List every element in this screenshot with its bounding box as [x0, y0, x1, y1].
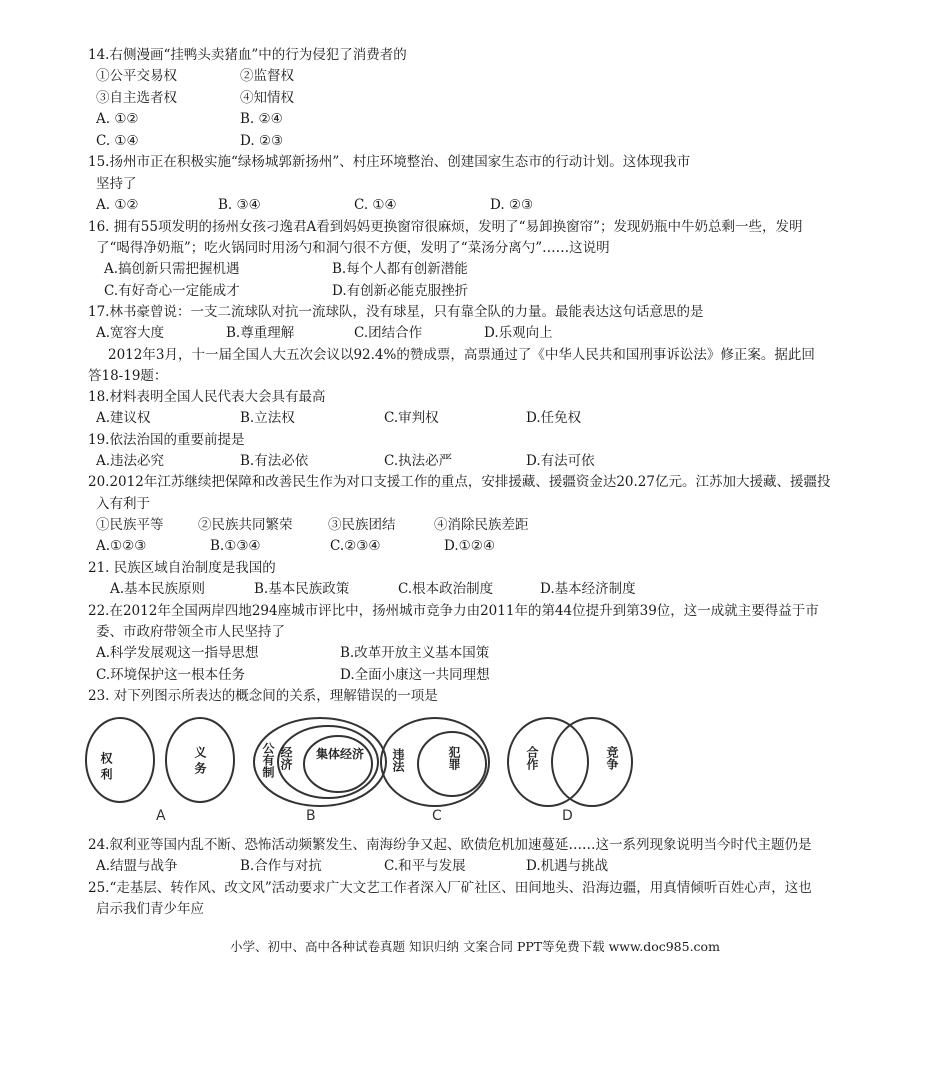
q14-item-3: ③自主选者权: [96, 90, 177, 106]
diagram-a-right-label: 义务: [193, 746, 207, 778]
diagram-letter-c: C: [432, 808, 442, 824]
q23-concept-diagram: [80, 712, 650, 824]
q17-option-c: C.团结合作: [354, 325, 423, 341]
q14-stem: 14.右侧漫画“挂鸭头卖猪血”中的行为侵犯了消费者的: [88, 47, 407, 63]
q20-item-4: ④消除民族差距: [434, 517, 529, 533]
q16-option-b: B.每个人都有创新潜能: [332, 261, 468, 277]
q20-option-a: A.①②③: [96, 538, 147, 554]
q17-option-d: D.乐观向上: [484, 325, 553, 341]
q20-stem-line1: 20.2012年江苏继续把保障和改善民生作为对口支援工作的重点，安排援藏、援疆资金达20.27亿元。江苏加大援藏、援疆投: [88, 474, 831, 490]
diagram-d-left-label: 合作: [525, 746, 539, 770]
q21-option-d: D.基本经济制度: [540, 581, 636, 597]
q15-stem-line1: 15.扬州市正在积极实施“绿杨城郭新扬州”、村庄环境整治、创建国家生态市的行动计划。这体现我市: [88, 154, 691, 170]
diagram-d-left-circle: [508, 718, 588, 806]
q18-stem: 18.材料表明全国人民代表大会具有最高: [88, 389, 326, 405]
q14-item-2: ②监督权: [240, 68, 294, 84]
q15-option-d: D. ②③: [490, 197, 534, 213]
q20-item-1: ①民族平等: [96, 517, 164, 533]
diagram-b-middle-label: 经济: [279, 746, 293, 770]
diagram-d-right-label: 竞争: [605, 746, 619, 770]
diagram-letter-a: A: [156, 808, 166, 824]
q16-option-c: C.有好奇心一定能成才: [104, 283, 240, 299]
q18-option-a: A.建议权: [96, 410, 151, 426]
q23-stem: 23. 对下列图示所表达的概念间的关系，理解错误的一项是: [88, 688, 438, 704]
q14-item-4: ④知情权: [240, 90, 294, 106]
diagram-d-right-circle: [552, 718, 632, 806]
q17-option-b: B.尊重理解: [226, 325, 295, 341]
q20-option-c: C.②③④: [330, 538, 381, 554]
q23-diagram-svg: [80, 712, 650, 824]
diagram-b-outer-label: 公有制: [261, 742, 275, 778]
diagram-letter-b: B: [306, 808, 316, 824]
q18-option-d: D.任免权: [526, 410, 582, 426]
q17-stem: 17.林书豪曾说：一支二流球队对抗一流球队，没有球星，只有靠全队的力量。最能表达这句话意思的是: [88, 304, 704, 320]
q15-option-b: B. ③④: [218, 197, 261, 213]
diagram-b-inner-label: 集体经济: [316, 747, 365, 761]
q17-option-a: A.宽容大度: [96, 325, 165, 341]
q21-option-a: A.基本民族原则: [110, 581, 206, 597]
q20-stem-line2: 入有利于: [96, 496, 150, 512]
q25-stem-line2: 启示我们青少年应: [96, 901, 204, 917]
q16-stem-line2: 了“喝得净奶瓶”；吃火锅同时用汤勺和洞勺很不方便，发明了“菜汤分离勺”……这说明: [96, 240, 610, 256]
q22-option-a: A.科学发展观这一指导思想: [96, 645, 259, 661]
q20-item-2: ②民族共同繁荣: [198, 517, 293, 533]
q22-option-c: C.环境保护这一根本任务: [96, 667, 246, 683]
material-line2: 答18-19题：: [88, 368, 168, 384]
q16-stem-line1: 16. 拥有55项发明的扬州女孩刁逸君A看到妈妈更换窗帘很麻烦，发明了“易卸换窗帘”；发现奶瓶中牛奶总剩一些，发明: [88, 219, 803, 235]
q14-option-a: A. ①②: [96, 111, 139, 127]
diagram-b-inner-circle: [304, 736, 372, 792]
q24-option-a: A.结盟与战争: [96, 858, 178, 874]
q24-option-d: D.机遇与挑战: [526, 858, 609, 874]
q21-option-c: C.根本政治制度: [398, 581, 494, 597]
q16-option-a: A.搞创新只需把握机遇: [104, 261, 240, 277]
q14-option-c: C. ①④: [96, 133, 139, 149]
q24-option-c: C.和平与发展: [384, 858, 466, 874]
q22-stem-line1: 22.在2012年全国两岸四地294座城市评比中，扬州城市竞争力由2011年的第44位提升到第39位，这一成就主要得益于市: [88, 603, 819, 619]
q19-stem: 19.依法治国的重要前提是: [88, 432, 245, 448]
q16-option-d: D.有创新必能克服挫折: [332, 283, 469, 299]
diagram-letter-d: D: [562, 808, 573, 824]
q14-option-b: B. ②④: [240, 111, 283, 127]
q19-option-d: D.有法可依: [526, 453, 595, 469]
q19-option-b: B.有法必依: [240, 453, 309, 469]
q22-stem-line2: 委、市政府带领全市人民坚持了: [96, 624, 285, 640]
q18-option-b: B.立法权: [240, 410, 295, 426]
q20-item-3: ③民族团结: [328, 517, 396, 533]
diagram-c-outer-label: 违法: [391, 748, 405, 772]
q24-stem: 24.叙利亚等国内乱不断、恐怖活动频繁发生、南海纷争又起、欧债危机加速蔓延……这一系列现象说明当今时代主题仍是: [88, 837, 812, 853]
q19-option-a: A.违法必究: [96, 453, 165, 469]
q19-option-c: C.执法必严: [384, 453, 453, 469]
q18-option-c: C.审判权: [384, 410, 439, 426]
q14-option-d: D. ②③: [240, 133, 284, 149]
material-line1: 2012年3月，十一届全国人大五次会议以92.4%的赞成票，高票通过了《中华人民共和国刑事诉讼法》修正案。据此回: [108, 347, 815, 363]
q20-option-d: D.①②④: [444, 538, 495, 554]
q21-option-b: B.基本民族政策: [254, 581, 350, 597]
q24-option-b: B.合作与对抗: [240, 858, 322, 874]
q14-item-1: ①公平交易权: [96, 68, 177, 84]
q15-option-a: A. ①②: [96, 197, 139, 213]
diagram-a-left-label: 权利: [99, 752, 113, 784]
q21-stem: 21. 民族区域自治制度是我国的: [88, 560, 276, 576]
q20-option-b: B.①③④: [210, 538, 261, 554]
diagram-c-inner-label: 犯罪: [447, 746, 461, 770]
q15-stem-line2: 坚持了: [96, 176, 137, 192]
q22-option-d: D.全面小康这一共同理想: [340, 667, 490, 683]
diagram-a-left-circle: [86, 718, 154, 802]
page-footer: 小学、初中、高中各种试卷真题 知识归纳 文案合同 PPT等免费下载 www.doc985.com: [230, 939, 720, 954]
q22-option-b: B.改革开放主义基本国策: [340, 645, 490, 661]
q25-stem-line1: 25.“走基层、转作风、改文风”活动要求广大文艺工作者深入厂矿社区、田间地头、沿海边疆，用真情倾听百姓心声，这也: [88, 880, 812, 896]
q15-option-c: C. ①④: [354, 197, 397, 213]
